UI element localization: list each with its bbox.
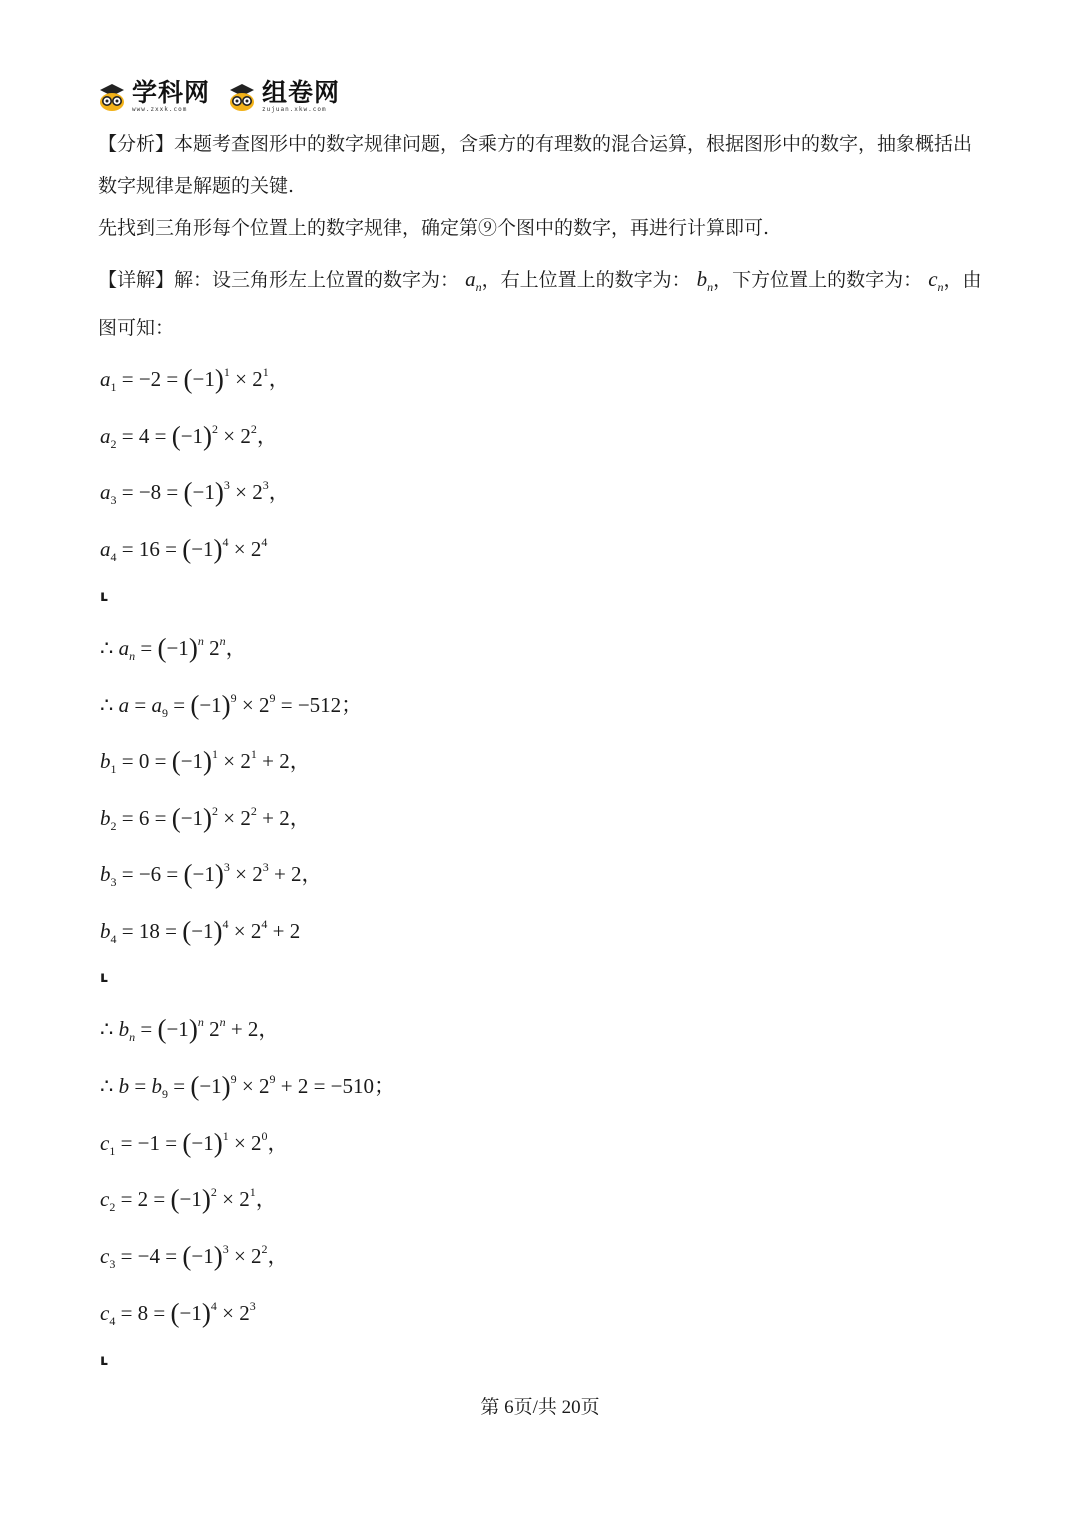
logo-zujuan	[226, 80, 340, 113]
symbol-bn: $b_n$	[696, 267, 714, 294]
logo-zujuan-name: 组卷网	[262, 78, 341, 107]
analysis-label: 【分析】	[98, 133, 175, 155]
formula-c1: $c_1 = -1 = (-1)^1 \times 2^0$，	[100, 1128, 289, 1158]
logo-xueke	[96, 80, 210, 113]
page-number: 第 6页/共 20页	[480, 1397, 600, 1418]
formula-a1: $a_1 = -2 = (-1)^1 \times 2^1$，	[100, 364, 290, 394]
ellipsis-mark: ʟ	[100, 968, 109, 986]
ellipsis-mark: ʟ	[100, 1351, 109, 1369]
detail-section	[98, 264, 988, 343]
formula-c2: $c_2 = 2 = (-1)^2 \times 2^1$，	[100, 1184, 277, 1214]
header-logos	[96, 80, 340, 113]
owl-logo-icon	[96, 81, 128, 113]
formula-a3: $a_3 = -8 = (-1)^3 \times 2^3$，	[100, 477, 290, 507]
formula-b4: $b_4 = 18 = (-1)^4 \times 2^4 + 2$	[100, 916, 301, 946]
formula-an: ∴ $a_n = (-1)^n$ 2$^n$，	[100, 633, 247, 663]
formula-a4: $a_4 = 16 = (-1)^4 \times 2^4$	[100, 534, 268, 564]
ellipsis-mark: ʟ	[100, 587, 109, 605]
analysis-line-1	[98, 129, 988, 159]
formula-b3: $b_3 = -6 = (-1)^3 \times 2^3 + 2$，	[100, 859, 323, 889]
detail-line-2: 图可知：	[98, 317, 175, 339]
analysis-line-3: 先找到三角形每个位置上的数字规律，确定第⑨个图中的数字，再进行计算即可.	[98, 217, 770, 239]
owl-logo-icon	[226, 81, 258, 113]
formula-bn: ∴ $b_n = (-1)^n$ 2$^n$ + 2，	[100, 1014, 280, 1044]
symbol-an: $a_n$	[465, 267, 482, 294]
detail-label: 【详解】	[98, 269, 175, 291]
detail-text-4: ，由	[943, 269, 982, 291]
formula-c4: $c_4 = 8 = (-1)^4 \times 2^3$	[100, 1298, 256, 1328]
logo-zujuan-url: zujuan.xkw.com	[262, 106, 327, 113]
symbol-cn: $c_n$	[928, 267, 944, 294]
formula-b9: ∴ $b = b_9 = (-1)^9 \times 2^9 + 2 = -510$；	[100, 1071, 396, 1101]
detail-text-3: ，下方位置上的数字为：	[713, 269, 923, 291]
analysis-section	[98, 129, 988, 243]
detail-line-1	[98, 264, 988, 295]
formula-b2: $b_2 = 6 = (-1)^2 \times 2^2 + 2$，	[100, 803, 311, 833]
detail-text-2: ，右上位置上的数字为：	[481, 269, 691, 291]
logo-xueke-url: www.zxxk.com	[132, 106, 188, 113]
analysis-line-2: 数字规律是解题的关键.	[98, 175, 295, 197]
analysis-text-1: 本题考查图形中的数字规律问题，含乘方的有理数的混合运算，根据图形中的数字，抽象概括出	[174, 133, 973, 155]
formula-c3: $c_3 = -4 = (-1)^3 \times 2^2$，	[100, 1241, 289, 1271]
formula-a2: $a_2 = 4 = (-1)^2 \times 2^2$，	[100, 421, 278, 451]
formula-b1: $b_1 = 0 = (-1)^1 \times 2^1 + 2$，	[100, 746, 311, 776]
formula-a9: ∴ $a = a_9 = (-1)^9 \times 2^9 = -512$；	[100, 690, 363, 720]
detail-text-1: 解：设三角形左上位置的数字为：	[174, 269, 460, 291]
logo-xueke-name: 学科网	[132, 78, 211, 107]
